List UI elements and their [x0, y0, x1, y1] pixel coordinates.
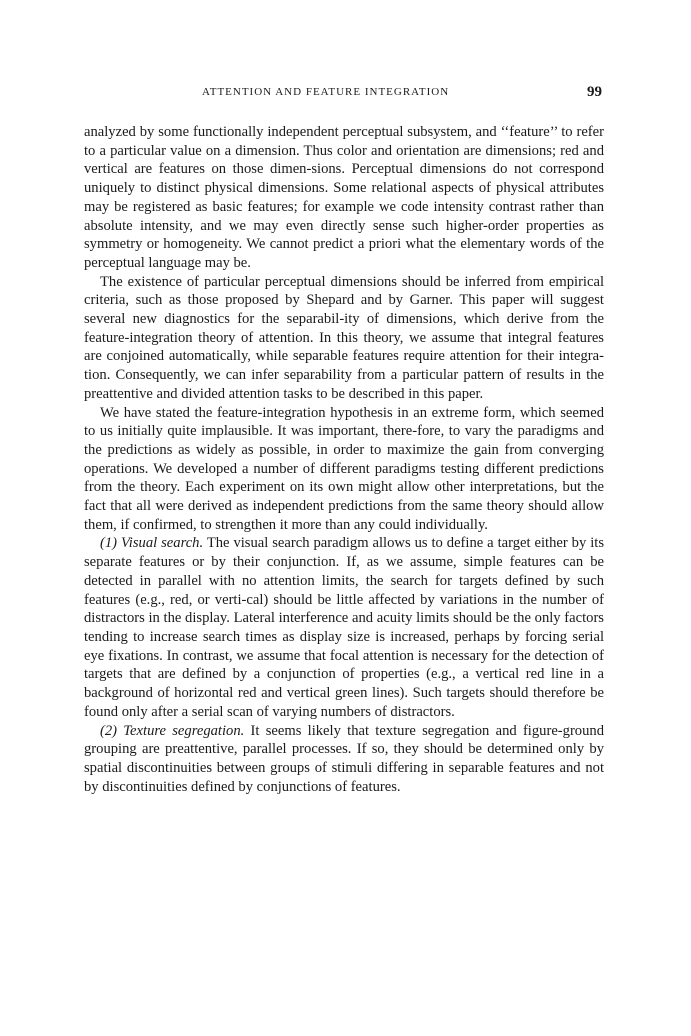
- paragraph-text: It seems likely that texture segregation and figure-ground grouping are preattentive, parallel processes. If so, they should be determined only by spatial discontinuities between groups of stimuli differing in separable features and not by discontinuities defined by conjunctions of features.: [84, 722, 604, 795]
- run-in-heading: (1) Visual search.: [100, 535, 204, 552]
- paragraph-text: We have stated the feature-integration hypothesis in an extreme form, which seemed to us initially quite implausible. It was important, there-fore, to vary the paradigms and the predictions as widely as possible, in order to maximize the gain from converging operations. We developed a number of different paradigms testing different predictions from the theory. Each experiment on its own might allow other interpretations, but the fact that all were derived as independent predictions from the same theory should allow them, if confirmed, to strengthen it more than any could individually.: [84, 404, 604, 533]
- paragraph-visual-search: [84, 534, 604, 721]
- paragraph-text: analyzed by some functionally independent perceptual subsystem, and ‘‘feature’’ to refer to a particular value on a dimension. Thus color and orientation are dimensions; red and vertical are features on those dimen-sions. Perceptual dimensions do not correspond uniquely to distinct physical dimensions. Some relational aspects of physical attributes may be registered as basic features; for example we code intensity contrast rather than absolute intensity, and we may even directly sense such higher-order properties as symmetry or homogeneity. We cannot predict a priori what the elementary words of the perceptual language may be.: [84, 124, 604, 271]
- run-in-heading: (2) Texture segregation.: [100, 722, 245, 739]
- page-number: 99: [587, 84, 602, 100]
- paragraph-text: The visual search paradigm allows us to define a target either by its separate features or by their conjunction. If, as we assume, simple features can be detected in parallel with no attention limits, the search for targets defined by such features (e.g., red, or verti-cal) should be little affected by variations in the number of distractors in the display. Lateral interference and acuity limits should be the only factors tending to increase search times as display size is increased, perhaps by forcing serial eye fixations. In contrast, we assume that focal attention is necessary for the detection of targets that are defined by a conjunction of properties (e.g., a vertical red line in a background of horizontal red and vertical green lines). Such targets should therefore be found only after a serial scan of varying numbers of distractors.: [84, 535, 604, 720]
- paragraph-texture-segregation: [84, 722, 604, 797]
- running-head: [86, 84, 604, 104]
- body-text: [84, 123, 604, 796]
- paragraph-text: The existence of particular perceptual dimensions should be inferred from empirical criteria, such as those proposed by Shepard and by Garner. This paper will suggest several new diagnostics for the separabil-ity of dimensions, which derive from the feature-integration theory of attention. In this theory, we assume that integral features are conjoined automatically, while separable features require attention for their integra-tion. Consequently, we can infer separability from a particular pattern of results in the preattentive and divided attention tasks to be described in this paper.: [84, 273, 604, 402]
- paragraph-hypothesis: [84, 404, 604, 535]
- running-title: ATTENTION AND FEATURE INTEGRATION: [202, 86, 450, 98]
- paragraph-perceptual-dimensions: [84, 273, 604, 404]
- paragraph-continued: [84, 123, 604, 273]
